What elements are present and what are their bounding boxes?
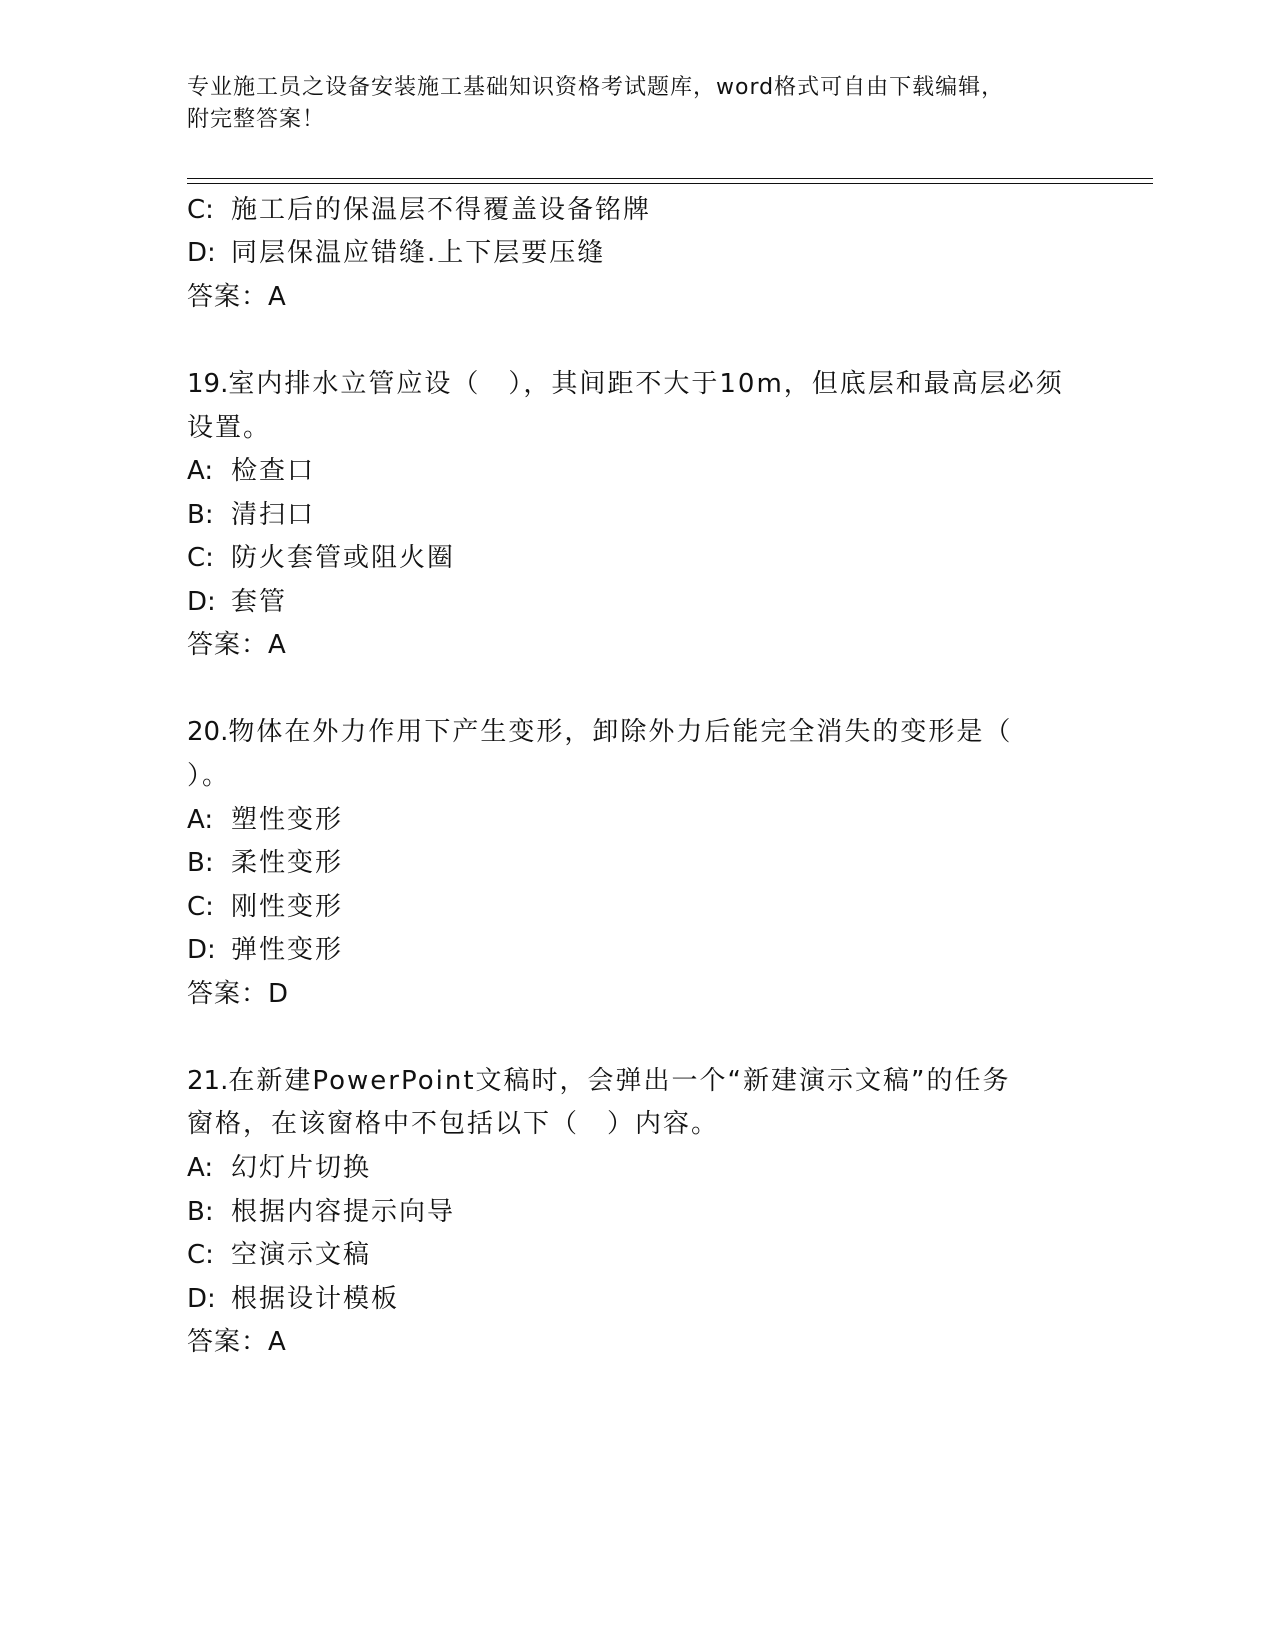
question-text: 在新建PowerPoint文稿时，会弹出一个“新建演示文稿”的任务 [228,1066,1011,1096]
option-label: C: [187,195,214,225]
option-label: B: [187,500,214,530]
option-text: 清扫口 [231,500,316,530]
option-label: B: [187,848,214,878]
question-number: 21. [187,1066,229,1096]
option-b [187,498,315,532]
option-label: C: [187,543,214,573]
option-a [187,454,315,488]
option-b [187,846,343,880]
option-text: 塑性变形 [231,805,344,835]
question-21-line-2: 窗格，在该窗格中不包括以下（ ）内容。 [187,1109,720,1139]
question-number: 20. [187,717,229,747]
option-label: A: [187,1153,214,1183]
question-text: 室内排水立管应设（ ），其间距不大于10m，但底层和最高层必须 [228,369,1064,399]
question-20-line-2: ）。 [187,761,231,791]
option-text: 刚性变形 [231,892,344,922]
option-text: 幻灯片切换 [231,1153,372,1183]
header-line-1: 专业施工员之设备安装施工基础知识资格考试题库，word格式可自由下载编辑， [187,75,1005,100]
option-text: 同层保温应错缝.上下层要压缝 [231,238,606,268]
option-a [187,803,343,837]
option-label: B: [187,1197,214,1227]
question-20-line-1 [187,715,1012,749]
option-label: C: [187,892,214,922]
option-label: D: [187,587,216,617]
option-c [187,541,455,575]
option-label: A: [187,456,214,486]
option-text: 套管 [231,587,288,617]
option-label: C: [187,1240,214,1270]
option-c [187,1238,371,1272]
question-number: 19. [187,369,229,399]
header-rule-bottom [187,183,1153,184]
option-label: D: [187,935,216,965]
option-label: A: [187,805,214,835]
option-d [187,236,605,270]
option-text: 施工后的保温层不得覆盖设备铭牌 [231,195,652,225]
option-label: D: [187,1284,216,1314]
answer-line: 答案：A [187,1327,287,1357]
option-c [187,890,343,924]
option-text: 防火套管或阻火圈 [231,543,456,573]
option-c [187,193,651,227]
option-text: 检查口 [231,456,316,486]
option-label: D: [187,238,216,268]
header-line-2: 附完整答案！ [187,107,326,132]
option-text: 空演示文稿 [231,1240,372,1270]
question-21-line-1 [187,1064,1010,1098]
option-text: 根据内容提示向导 [231,1197,456,1227]
option-d [187,1282,399,1316]
option-a [187,1151,371,1185]
document-header [187,72,1087,136]
answer-line: 答案：A [187,282,287,312]
option-text: 柔性变形 [231,848,344,878]
header-rule-top [187,178,1153,179]
option-d [187,933,343,967]
option-b [187,1195,455,1229]
question-19-line-2: 设置。 [187,413,272,443]
option-d [187,585,287,619]
question-19-line-1 [187,367,1064,401]
option-text: 根据设计模板 [231,1284,400,1314]
answer-line: 答案：D [187,979,290,1009]
answer-line: 答案：A [187,630,287,660]
option-text: 弹性变形 [231,935,344,965]
question-text: 物体在外力作用下产生变形，卸除外力后能完全消失的变形是（ [228,717,1013,747]
